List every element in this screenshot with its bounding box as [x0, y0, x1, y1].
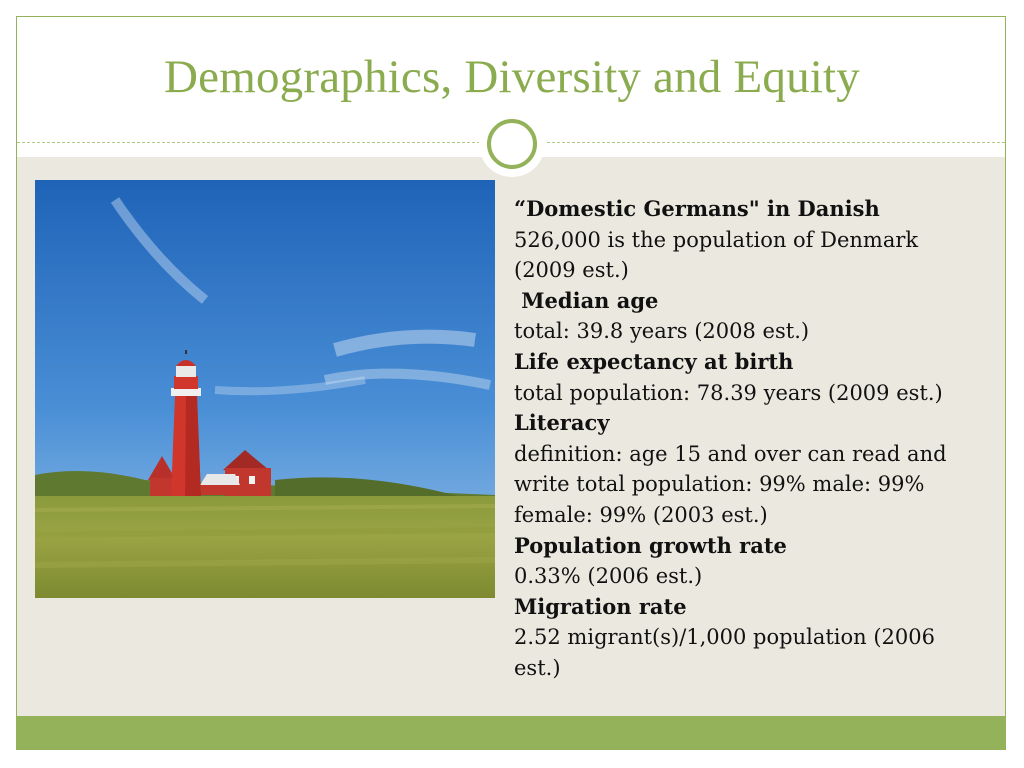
- lighthouse-photo: [35, 180, 495, 598]
- literacy-text: definition: age 15 and over can read and write total population: 99% male: 99% female: 99% (2003 est.): [514, 441, 947, 527]
- population-growth-text: 0.33% (2006 est.): [514, 564, 703, 589]
- slide-title: Demographics, Diversity and Equity: [164, 51, 860, 103]
- demographics-text: [514, 194, 984, 684]
- heading-migration-rate: Migration rate: [514, 593, 687, 619]
- footer-bar: [17, 716, 1005, 749]
- migration-rate-text: 2.52 migrant(s)/1,000 population (2006 est.): [514, 625, 935, 680]
- heading-domestic-germans: “Domestic Germans" in Danish: [514, 196, 880, 221]
- median-age-text: total: 39.8 years (2008 est.): [514, 319, 810, 344]
- heading-life-expectancy: Life expectancy at birth: [514, 348, 794, 374]
- heading-median-age: Median age: [514, 287, 659, 313]
- life-expectancy-text: total population: 78.39 years (2009 est.): [514, 380, 943, 405]
- population-text: 526,000 is the population of Denmark (2009 est.): [514, 227, 919, 283]
- heading-population-growth: Population growth rate: [514, 532, 787, 558]
- heading-literacy: Literacy: [514, 410, 610, 436]
- circle-ornament-icon: [487, 119, 537, 169]
